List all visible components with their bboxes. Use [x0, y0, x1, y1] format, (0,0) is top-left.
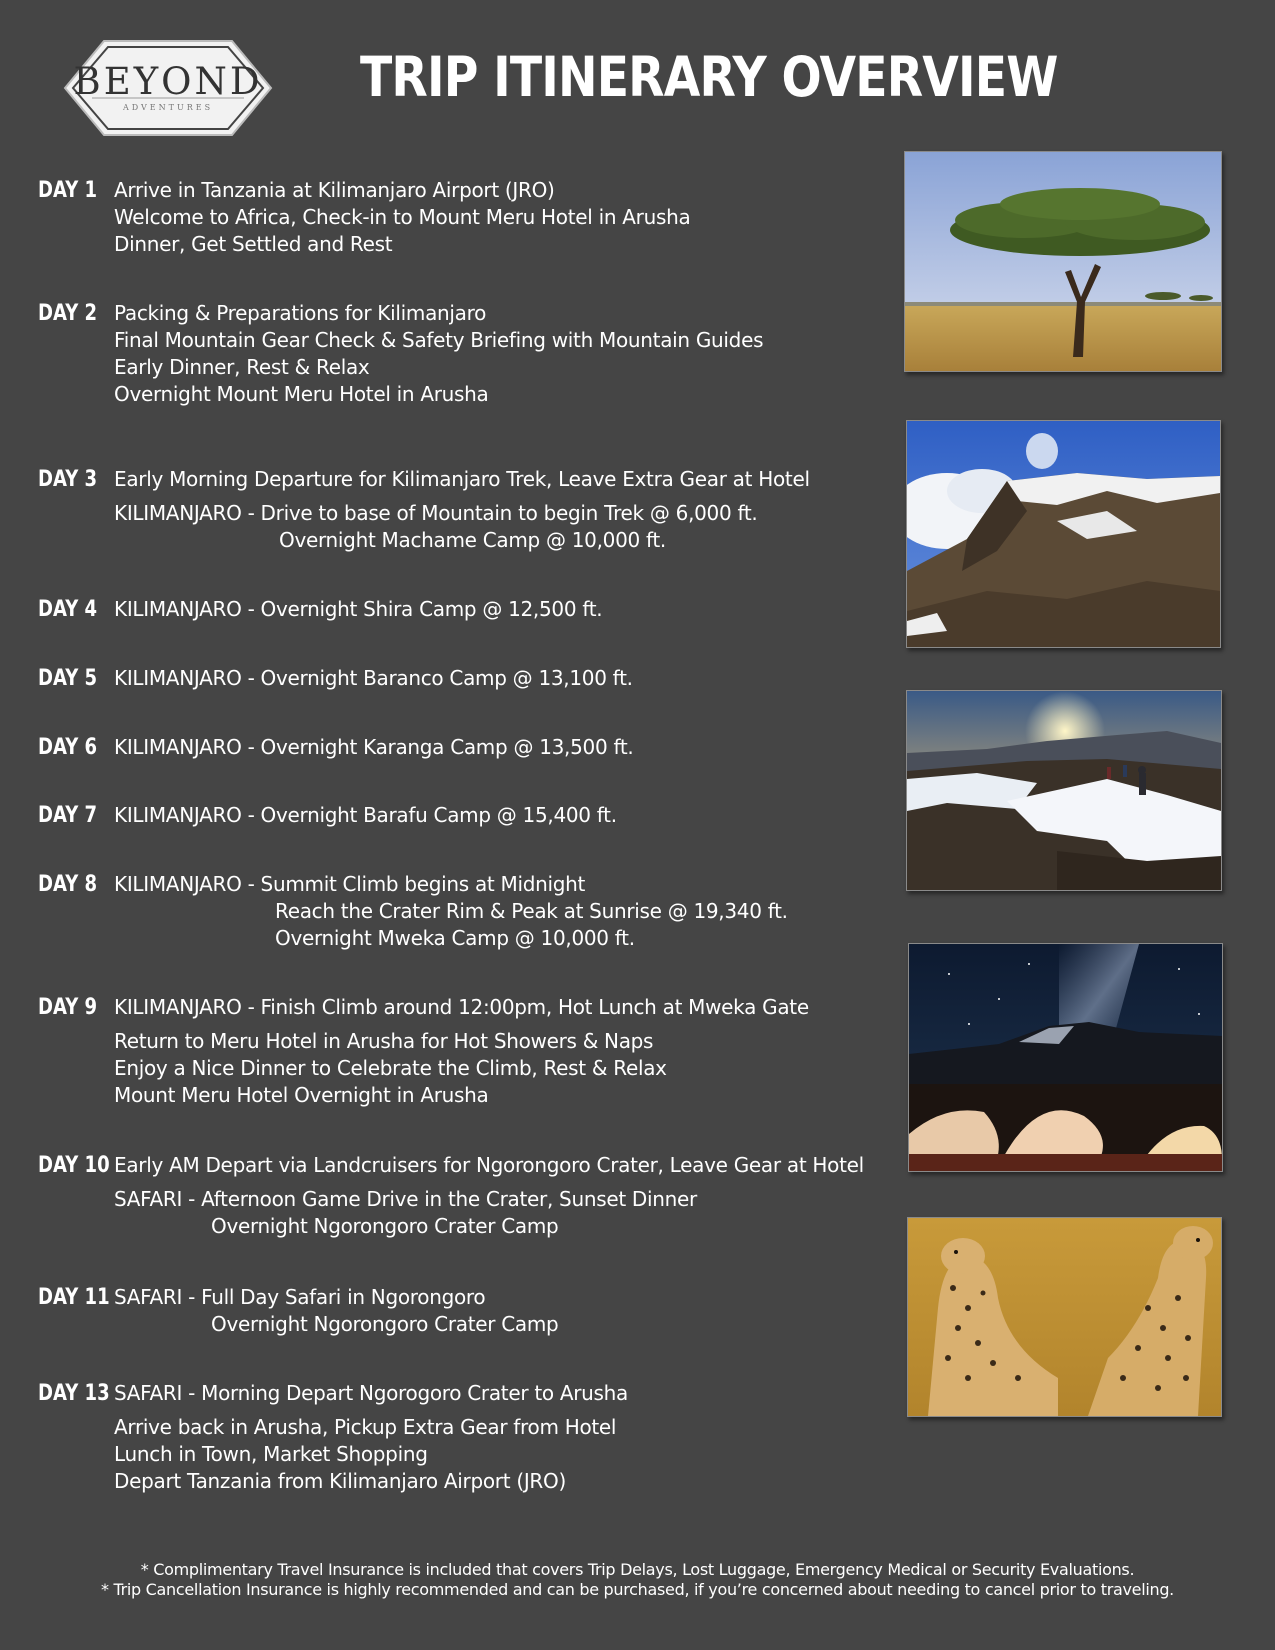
detail-line: Overnight Mweka Camp @ 10,000 ft. — [275, 926, 635, 950]
detail-line: Reach the Crater Rim & Peak at Sunrise @ 19,340 ft. — [275, 899, 788, 923]
insurance-notes — [0, 1560, 1275, 1600]
day-label: DAY 5 — [38, 666, 98, 691]
detail-line: Final Mountain Gear Check & Safety Briefing with Mountain Guides — [114, 328, 764, 352]
detail-line: Welcome to Africa, Check-in to Mount Meru Hotel in Arusha — [114, 205, 691, 229]
day-details — [114, 665, 633, 692]
detail-line: Overnight Ngorongoro Crater Camp — [211, 1214, 559, 1238]
detail-line: Arrive back in Arusha, Pickup Extra Gear from Hotel — [114, 1415, 617, 1439]
detail-line: Overnight Machame Camp @ 10,000 ft. — [279, 528, 666, 552]
day-label: DAY 13 — [38, 1381, 110, 1406]
day-details — [114, 871, 788, 952]
day-label: DAY 2 — [38, 301, 98, 326]
day-label: DAY 9 — [38, 995, 98, 1020]
detail-line: KILIMANJARO - Overnight Baranco Camp @ 13,100 ft. — [114, 666, 633, 690]
day-label: DAY 3 — [38, 467, 98, 492]
snowy-mountain-photo — [906, 420, 1221, 648]
footnote-travel-insurance: * Complimentary Travel Insurance is included that covers Trip Delays, Lost Luggage, Emergency Medical or Security Evaluations. — [140, 1560, 1135, 1579]
detail-line: KILIMANJARO - Overnight Shira Camp @ 12,500 ft. — [114, 597, 603, 621]
detail-line: Early Morning Departure for Kilimanjaro Trek, Leave Extra Gear at Hotel — [114, 467, 810, 491]
detail-line: SAFARI - Full Day Safari in Ngorongoro — [114, 1285, 486, 1309]
day-details — [114, 734, 633, 761]
detail-line: KILIMANJARO - Summit Climb begins at Midnight — [114, 872, 586, 896]
day-details — [114, 1284, 558, 1338]
detail-line: Depart Tanzania from Kilimanjaro Airport (JRO) — [114, 1469, 566, 1493]
detail-line: Arrive in Tanzania at Kilimanjaro Airport (JRO) — [114, 178, 555, 202]
day-details — [114, 1152, 864, 1240]
logo-subtitle: ADVENTURES — [122, 103, 214, 112]
detail-line: KILIMANJARO - Overnight Karanga Camp @ 13,500 ft. — [114, 735, 634, 759]
detail-line: Packing & Preparations for Kilimanjaro — [114, 301, 487, 325]
detail-line: Overnight Ngorongoro Crater Camp — [211, 1312, 559, 1336]
day-label: DAY 7 — [38, 803, 98, 828]
detail-line: Lunch in Town, Market Shopping — [114, 1442, 428, 1466]
day-details — [114, 596, 602, 623]
day-label: DAY 1 — [38, 178, 98, 203]
beyond-adventures-logo — [62, 38, 274, 138]
detail-line: Dinner, Get Settled and Rest — [114, 232, 393, 256]
day-details — [114, 1380, 628, 1495]
day-details — [114, 802, 617, 829]
detail-line: Enjoy a Nice Dinner to Celebrate the Climb, Rest & Relax — [114, 1056, 667, 1080]
day-details — [114, 177, 690, 258]
camp-tents-night-photo — [908, 943, 1223, 1172]
day-label: DAY 6 — [38, 735, 98, 760]
detail-line: Early AM Depart via Landcruisers for Ngorongoro Crater, Leave Gear at Hotel — [114, 1153, 864, 1177]
cheetahs-photo — [907, 1217, 1222, 1417]
detail-line: KILIMANJARO - Finish Climb around 12:00pm, Hot Lunch at Mweka Gate — [114, 995, 809, 1019]
day-label: DAY 10 — [38, 1153, 110, 1178]
detail-line: Early Dinner, Rest & Relax — [114, 355, 370, 379]
detail-line: KILIMANJARO - Drive to base of Mountain to begin Trek @ 6,000 ft. — [114, 501, 758, 525]
detail-line: Overnight Mount Meru Hotel in Arusha — [114, 382, 489, 406]
logo-wordmark: BEYOND — [73, 60, 263, 103]
footnote-cancellation-insurance: * Trip Cancellation Insurance is highly recommended and can be purchased, if you’re concerned about needing to cancel prior to traveling. — [101, 1580, 1174, 1599]
detail-line: Mount Meru Hotel Overnight in Arusha — [114, 1083, 489, 1107]
day-label: DAY 8 — [38, 872, 98, 897]
detail-line: KILIMANJARO - Overnight Barafu Camp @ 15,400 ft. — [114, 803, 617, 827]
detail-line: SAFARI - Afternoon Game Drive in the Crater, Sunset Dinner — [114, 1187, 697, 1211]
day-details — [114, 300, 763, 408]
detail-line: Return to Meru Hotel in Arusha for Hot Showers & Naps — [114, 1029, 654, 1053]
page-title: TRIP ITINERARY OVERVIEW — [360, 45, 1058, 109]
summit-sunrise-photo — [906, 690, 1222, 891]
day-details — [114, 994, 809, 1109]
day-label: DAY 4 — [38, 597, 98, 622]
day-label: DAY 11 — [38, 1285, 110, 1310]
detail-line: SAFARI - Morning Depart Ngorogoro Crater to Arusha — [114, 1381, 628, 1405]
day-details — [114, 466, 810, 554]
acacia-tree-photo — [904, 151, 1222, 372]
